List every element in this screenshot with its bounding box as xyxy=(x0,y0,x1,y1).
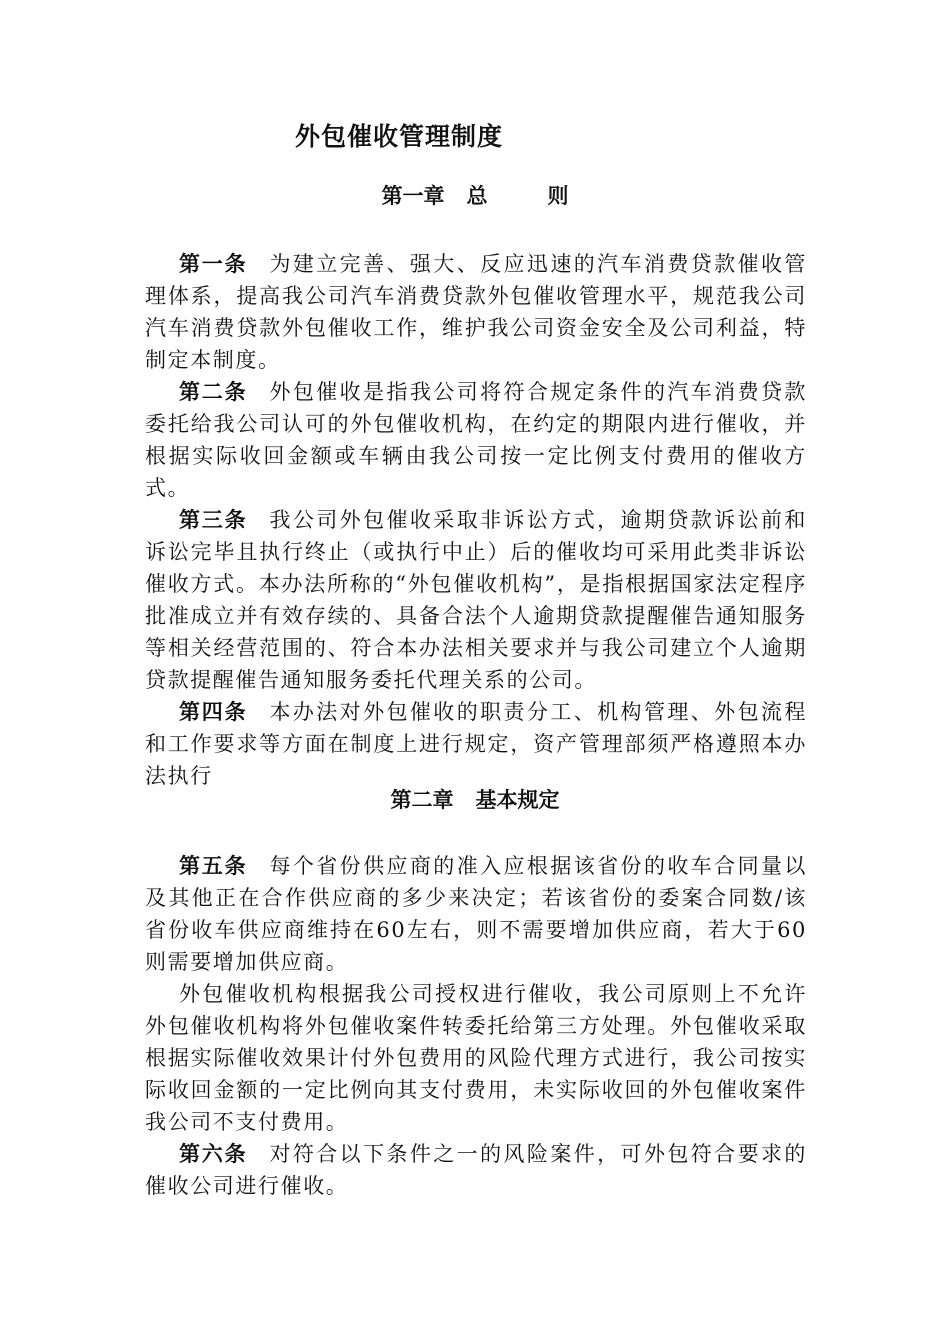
article-4 xyxy=(145,696,807,792)
article-6-label: 第六条 xyxy=(179,1142,248,1166)
article-1 xyxy=(145,248,807,376)
chapter-1-label: 第一章 xyxy=(381,184,445,208)
article-3 xyxy=(145,504,807,696)
article-4-text: 本办法对外包催收的职责分工、机构管理、外包流程和工作要求等方面在制度上进行规定，资产管理部须严格遵照本办法执行 xyxy=(145,700,808,788)
article-5 xyxy=(145,850,807,978)
chapter-1-name-a: 总 xyxy=(466,184,488,208)
article-3-label: 第三条 xyxy=(179,508,248,532)
article-1-text: 为建立完善、强大、反应迅速的汽车消费贷款催收管理体系，提高我公司汽车消费贷款外包催收管理水平，规范我公司汽车消费贷款外包催收工作，维护我公司资金安全及公司利益，特制定本制度。 xyxy=(145,252,808,372)
article-5-continuation xyxy=(145,978,807,1138)
chapter-2-heading xyxy=(0,784,950,816)
article-2-text: 外包催收是指我公司将符合规定条件的汽车消费贷款委托给我公司认可的外包催收机构，在约定的期限内进行催收，并根据实际收回金额或车辆由我公司按一定比例支付费用的催收方式。 xyxy=(145,380,808,500)
article-5-continuation-text: 外包催收机构根据我公司授权进行催收，我公司原则上不允许外包催收机构将外包催收案件转委托给第三方处理。外包催收采取根据实际催收效果计付外包费用的风险代理方式进行，我公司按实际收回金额的一定比例向其支付费用，未实际收回的外包催收案件我公司不支付费用。 xyxy=(145,982,807,1134)
chapter-1-name-b: 则 xyxy=(547,184,569,208)
article-1-label: 第一条 xyxy=(179,252,248,276)
chapter-2-label: 第二章 xyxy=(390,788,454,812)
chapter-2-name: 基本规定 xyxy=(475,788,560,812)
chapter-1-body xyxy=(145,248,807,792)
article-2 xyxy=(145,376,807,504)
article-4-label: 第四条 xyxy=(179,700,248,724)
article-2-label: 第二条 xyxy=(179,380,248,404)
article-6-text: 对符合以下条件之一的风险案件，可外包符合要求的催收公司进行催收。 xyxy=(145,1142,808,1198)
article-3-text: 我公司外包催收采取非诉讼方式，逾期贷款诉讼前和诉讼完毕且执行终止（或执行中止）后的催收均可采用此类非诉讼催收方式。本办法所称的“外包催收机构”，是指根据国家法定程序批准成立并有效存续的、具备合法个人逾期贷款提醒催告通知服务等相关经营范围的、符合本办法相关要求并与我公司建立个人逾期贷款提醒催告通知服务委托代理关系的公司。 xyxy=(145,508,808,692)
article-6 xyxy=(145,1138,807,1202)
chapter-2-body xyxy=(145,850,807,1202)
chapter-1-heading xyxy=(0,180,950,212)
article-5-label: 第五条 xyxy=(179,854,248,878)
document-title: 外包催收管理制度 xyxy=(295,122,504,151)
article-5-text: 每个省份供应商的准入应根据该省份的收车合同量以及其他正在合作供应商的多少来决定；若该省份的委案合同数/该省份收车供应商维持在60左右，则不需要增加供应商，若大于60则需要增加供应商。 xyxy=(145,854,808,974)
